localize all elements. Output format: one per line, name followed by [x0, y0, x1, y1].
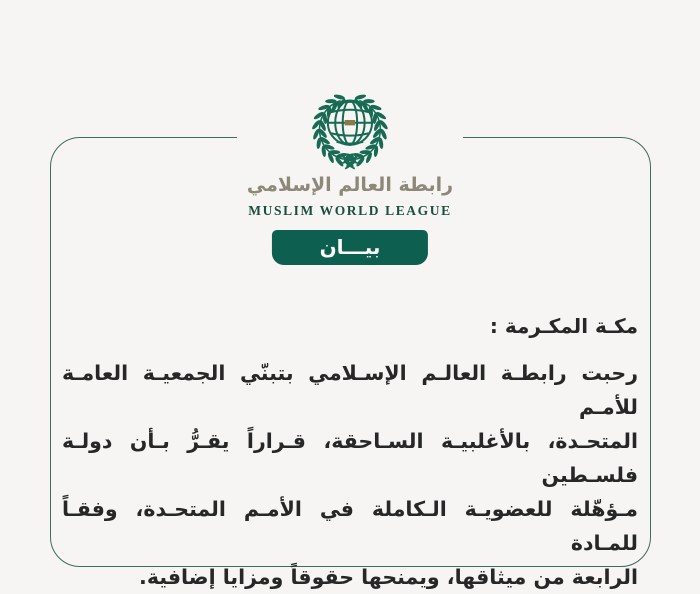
- statement-line: المتحـدة، بالأغلبيـة السـاحقة، قـراراً يقـرُّ بـأن دولـة فلسـطين: [62, 429, 638, 487]
- statement-line: الرابعة من ميثاقها، ويمنحها حقوقاً ومزايا إضافية.: [139, 565, 638, 589]
- statement-line: مـؤهّلة للعضويـة الـكاملة في الأمـم المتحـدة، وفقـاً للمـادة: [62, 497, 638, 555]
- kaaba-icon: [345, 120, 356, 125]
- logo-calligraphy-arabic: رابطة العالم الإسلامي: [246, 174, 454, 196]
- mwl-wreath-globe-logo: [302, 84, 398, 171]
- statement-line: رحبت رابطـة العالـم الإسـلامي بتبنّي الجمعيـة العامـة للأمـم: [62, 361, 638, 419]
- dateline: مكـة المكـرمة :: [489, 314, 638, 338]
- statement-banner: بيـــان: [272, 230, 428, 265]
- org-name-english: MUSLIM WORLD LEAGUE: [248, 202, 452, 218]
- header-block: [237, 84, 463, 265]
- statement-body: [62, 356, 638, 594]
- wreath-leaves: [311, 94, 389, 169]
